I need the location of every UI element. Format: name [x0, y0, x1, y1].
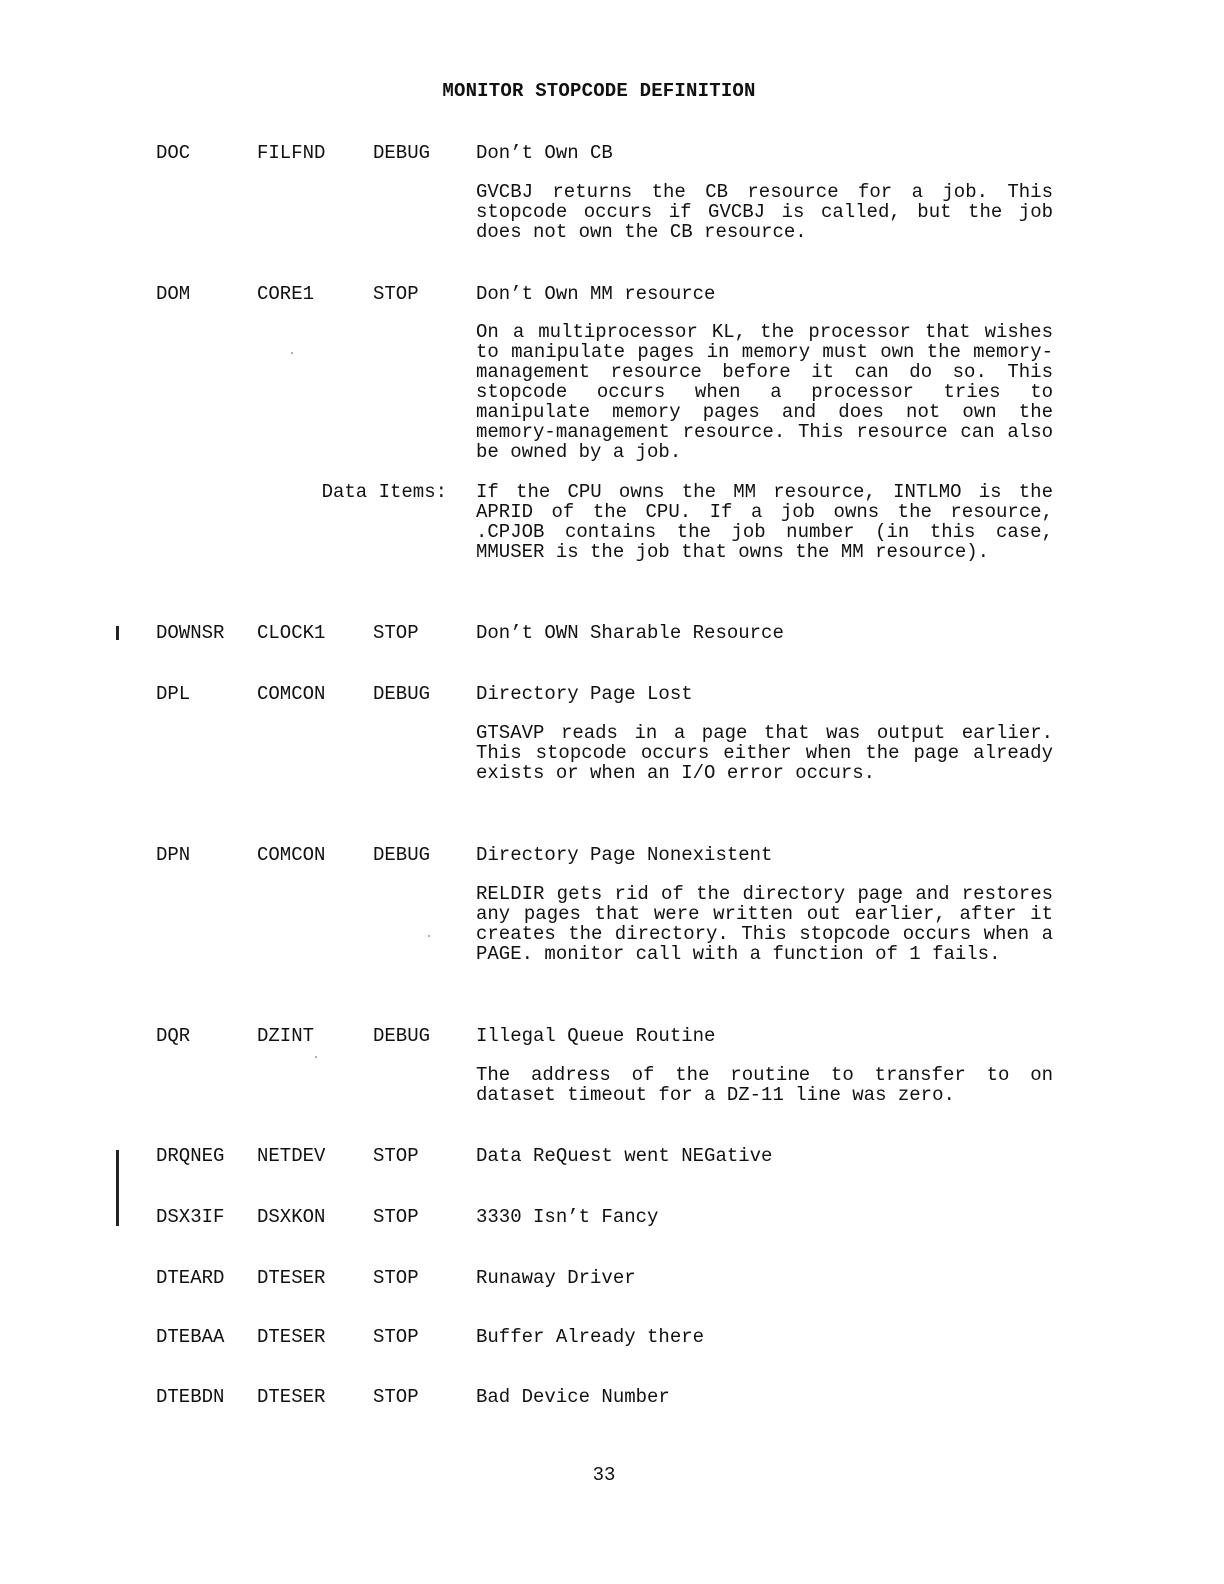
stopcode-description: RELDIR gets rid of the directory page and restores any pages that were written out earlier, after it creates the directory. This stopcode occurs when a PAGE. monitor call with a function of 1 fails.	[476, 883, 1053, 965]
stopcode-type: DEBUG	[373, 844, 431, 866]
stopcode-module: DTESER	[257, 1386, 326, 1408]
stopcode-title: Directory Page Nonexistent	[476, 844, 773, 866]
data-items-label: Data Items:	[321, 481, 447, 503]
stopcode-entry-dpn	[0, 844, 1224, 864]
stopcode-module: COMCON	[257, 844, 326, 866]
stopcode-module: DZINT	[257, 1025, 315, 1047]
scan-speck	[428, 935, 430, 937]
stopcode-name: DOC	[156, 142, 191, 164]
stopcode-title: Don’t Own CB	[476, 142, 613, 164]
stopcode-entry-dom	[0, 283, 1224, 303]
stopcode-module: CLOCK1	[257, 622, 326, 644]
stopcode-module: FILFND	[257, 142, 326, 164]
stopcode-name: DSX3IF	[156, 1206, 225, 1228]
stopcode-type: STOP	[373, 1206, 419, 1228]
stopcode-title: Illegal Queue Routine	[476, 1025, 716, 1047]
stopcode-type: DEBUG	[373, 1025, 431, 1047]
scan-speck	[315, 1056, 317, 1058]
stopcode-entry-downsr	[0, 622, 1224, 642]
stopcode-type: DEBUG	[373, 142, 431, 164]
stopcode-name: DOWNSR	[156, 622, 225, 644]
stopcode-title: Data ReQuest went NEGative	[476, 1145, 773, 1167]
stopcode-type: STOP	[373, 1145, 419, 1167]
stopcode-title: Don’t Own MM resource	[476, 283, 716, 305]
page-number: 33	[592, 1464, 616, 1486]
stopcode-description: The address of the routine to transfer to on dataset timeout for a DZ-11 line was zero.	[476, 1064, 1053, 1106]
stopcode-type: STOP	[373, 1386, 419, 1408]
stopcode-type: STOP	[373, 283, 419, 305]
stopcode-entry-dtebaa	[0, 1326, 1224, 1346]
stopcode-module: DTESER	[257, 1326, 326, 1348]
stopcode-name: DOM	[156, 283, 191, 305]
stopcode-name: DQR	[156, 1025, 191, 1047]
stopcode-module: NETDEV	[257, 1145, 326, 1167]
stopcode-type: STOP	[373, 1267, 419, 1289]
stopcode-entry-dqr	[0, 1025, 1224, 1045]
stopcode-description: GTSAVP reads in a page that was output earlier. This stopcode occurs either when the page already exists or when an I/O error occurs.	[476, 722, 1053, 784]
stopcode-title: Runaway Driver	[476, 1267, 636, 1289]
stopcode-entry-doc	[0, 142, 1224, 162]
stopcode-name: DTEBDN	[156, 1386, 225, 1408]
stopcode-description: GVCBJ returns the CB resource for a job. This stopcode occurs if GVCBJ is called, but the job does not own the CB resource.	[476, 181, 1053, 243]
stopcode-type: STOP	[373, 1326, 419, 1348]
stopcode-name: DPN	[156, 844, 191, 866]
stopcode-module: DTESER	[257, 1267, 326, 1289]
stopcode-entry-dpl	[0, 683, 1224, 703]
stopcode-module: CORE1	[257, 283, 315, 305]
stopcode-title: Don’t OWN Sharable Resource	[476, 622, 784, 644]
stopcode-module: DSXKON	[257, 1206, 326, 1228]
stopcode-type: DEBUG	[373, 683, 431, 705]
stopcode-title: 3330 Isn’t Fancy	[476, 1206, 659, 1228]
stopcode-entry-dteard	[0, 1267, 1224, 1287]
stopcode-title: Buffer Already there	[476, 1326, 705, 1348]
stopcode-entry-dtebdn	[0, 1386, 1224, 1406]
stopcode-name: DRQNEG	[156, 1145, 225, 1167]
stopcode-title: Directory Page Lost	[476, 683, 693, 705]
stopcode-name: DTEBAA	[156, 1326, 225, 1348]
data-items-text: If the CPU owns the MM resource, INTLMO is the APRID of the CPU. If a job owns the resource, .CPJOB contains the job number (in this case, MMUSER is the job that owns the MM resource).	[476, 481, 1053, 563]
scan-speck	[291, 352, 293, 354]
stopcode-module: COMCON	[257, 683, 326, 705]
stopcode-entry-dsx3if	[0, 1206, 1224, 1226]
stopcode-name: DPL	[156, 683, 191, 705]
stopcode-type: STOP	[373, 622, 419, 644]
stopcode-entry-drqneg	[0, 1145, 1224, 1165]
stopcode-name: DTEARD	[156, 1267, 225, 1289]
page-title: MONITOR STOPCODE DEFINITION	[442, 80, 756, 102]
stopcode-title: Bad Device Number	[476, 1386, 670, 1408]
stopcode-description: On a multiprocessor KL, the processor that wishes to manipulate pages in memory must own the memory-management resource before it can do so. This stopcode occurs when a processor tries to manipulate memory pages and does not own the memory-management resource. This resource can also be owned by a job.	[476, 321, 1053, 463]
